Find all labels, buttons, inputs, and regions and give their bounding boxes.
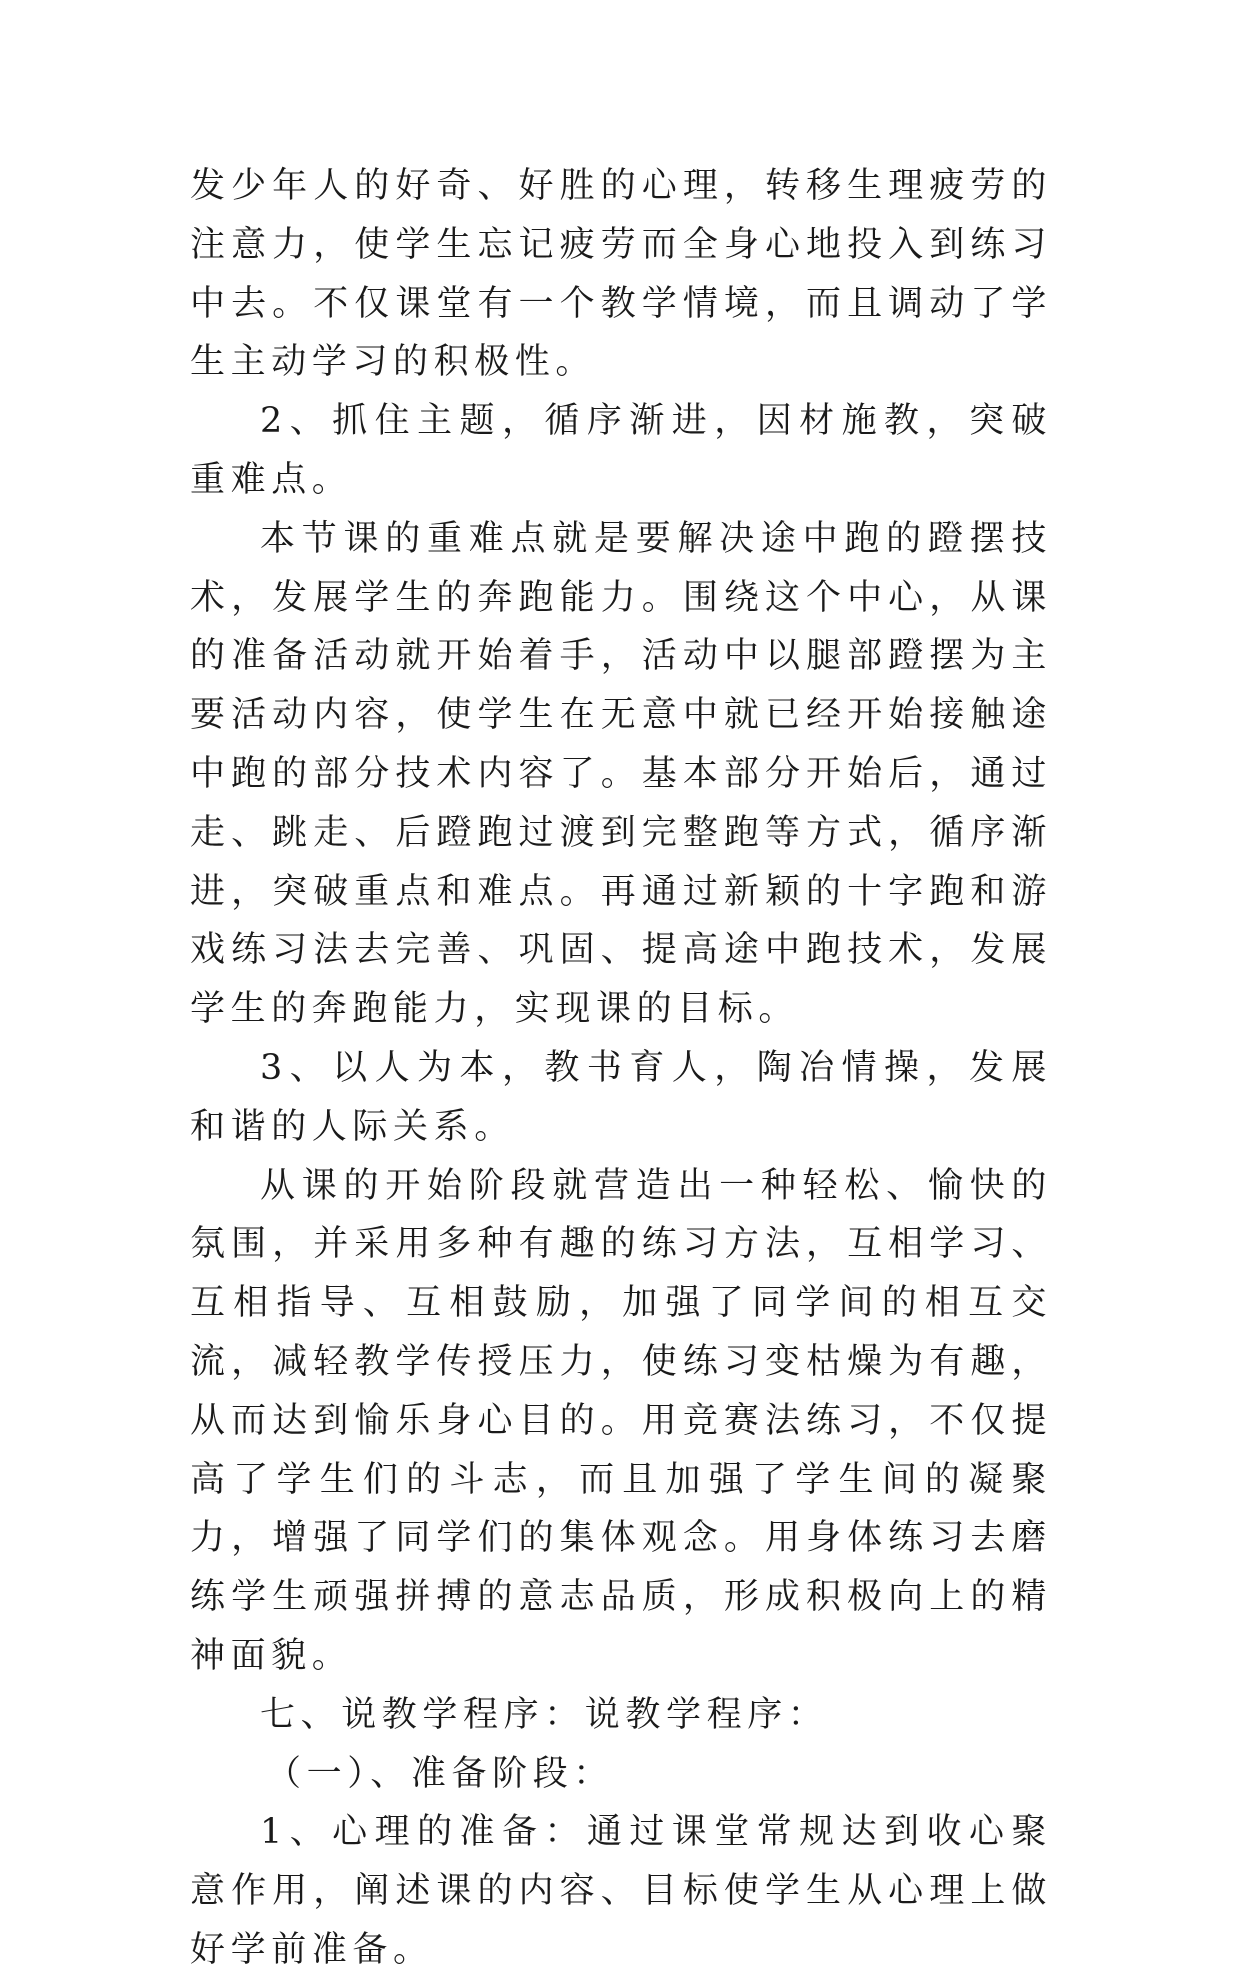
paragraph-psychological-prep: 1、心理的准备：通过课堂常规达到收心聚意作用，阐述课的内容、目标使学生从心理上做好学前准备。 xyxy=(190,1812,1052,1970)
subsection-heading-preparation: （一）、准备阶段： xyxy=(266,1753,614,1794)
paragraph-continuation: 发少年人的好奇、好胜的心理，转移生理疲劳的注意力，使学生忘记疲劳而全身心地投入到练习中去。不仅课堂有一个教学情境，而且调动了学生主动学习的积极性。 xyxy=(190,166,1052,383)
document-body xyxy=(190,157,1052,1980)
paragraph-key-points: 本节课的重难点就是要解决途中跑的蹬摆技术，发展学生的奔跑能力。围绕这个中心，从课的准备活动就开始着手，活动中以腿部蹬摆为主要活动内容，使学生在无意中就已经开始接触途中跑的部分技术内容了。基本部分开始后，通过走、跳走、后蹬跑过渡到完整跑等方式，循序渐进，突破重点和难点。再通过新颖的十字跑和游戏练习法去完善、巩固、提高途中跑技术，发展学生的奔跑能力，实现课的目标。 xyxy=(190,518,1052,1030)
paragraph-heading-3: 3、以人为本，教书育人，陶冶情操，发展和谐的人际关系。 xyxy=(190,1047,1052,1147)
section-heading-seven: 七、说教学程序：说教学程序： xyxy=(260,1694,829,1735)
paragraph-heading-2: 2、抓住主题，循序渐进，因材施教，突破重难点。 xyxy=(190,401,1052,500)
paragraph-atmosphere: 从课的开始阶段就营造出一种轻松、愉快的氛围，并采用多种有趣的练习方法，互相学习、互相指导、互相鼓励，加强了同学间的相互交流，减轻教学传授压力，使练习变枯燥为有趣，从而达到愉乐身心目的。用竞赛法练习，不仅提高了学生们的斗志，而且加强了学生间的凝聚力，增强了同学们的集体观念。用身体练习去磨练学生顽强拼搏的意志品质，形成积极向上的精神面貌。 xyxy=(190,1165,1052,1676)
